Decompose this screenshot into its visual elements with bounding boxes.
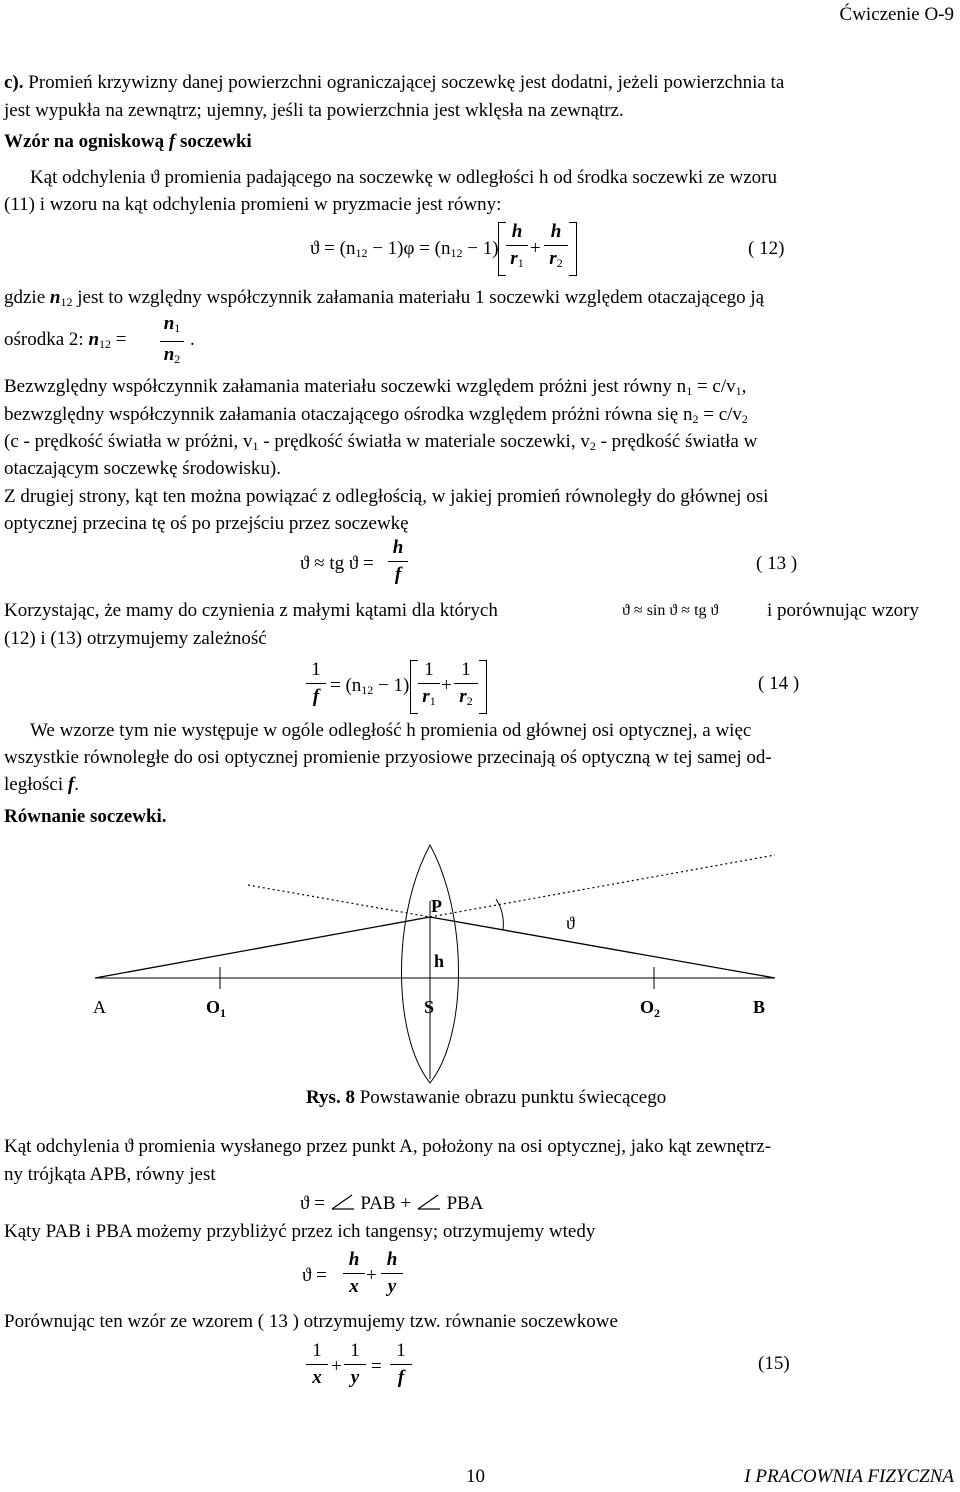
paragraph-osrodka bbox=[4, 329, 126, 352]
page-header: Ćwiczenie O-9 bbox=[839, 4, 954, 25]
equation-number-12: ( 12) bbox=[748, 238, 785, 259]
label-a: A bbox=[93, 997, 106, 1017]
eq15-plus: + bbox=[331, 1356, 342, 1377]
frac-den: f bbox=[312, 686, 320, 707]
paragraph-text: Promień krzywizny danej powierzchni ograniczającej soczewkę jest dodatni, jeżeli powierzchnia ta bbox=[23, 72, 785, 93]
equation-number-14: ( 14 ) bbox=[758, 673, 800, 694]
text: PAB + bbox=[360, 1193, 416, 1214]
heading-variable: f bbox=[168, 131, 176, 152]
eq14-frac1 bbox=[418, 658, 440, 713]
frac-den: x bbox=[312, 1367, 322, 1388]
eq12-plus: + bbox=[530, 238, 541, 259]
var-sub: 12 bbox=[60, 295, 73, 309]
paragraph-deflection-line1: Kąt odchylenia ϑ promienia padającego na soczewkę w odległości h od środka soczewki ze wzoru bbox=[30, 167, 777, 188]
sub: 2 bbox=[741, 412, 748, 426]
frac-den: y bbox=[350, 1367, 360, 1388]
text: , bbox=[741, 376, 747, 397]
incident-ray bbox=[95, 917, 430, 978]
bracket-left bbox=[498, 222, 506, 276]
period: . bbox=[190, 329, 195, 350]
frac-den-sub: 1 bbox=[429, 694, 436, 708]
paragraph-deviation-line1: Kąt odchylenia ϑ promienia wysłanego przez punkt A, położony na osi optycznej, jako kąt zewnętrz- bbox=[4, 1136, 772, 1157]
angle-icon bbox=[330, 1193, 356, 1211]
section-heading-lens-equation: Równanie soczewki. bbox=[4, 806, 167, 827]
caption-label: Rys. 8 bbox=[306, 1087, 355, 1108]
caption-text: Powstawanie obrazu punktu świecącego bbox=[354, 1087, 667, 1108]
bracket-left bbox=[410, 660, 418, 714]
heading-text: Wzór na ogniskową bbox=[4, 131, 169, 152]
eq15-frac3 bbox=[390, 1339, 412, 1390]
eq12-frac1 bbox=[506, 220, 528, 275]
text: Bezwzględny współczynnik załamania materiału soczewki względem próżni jest równy n bbox=[4, 376, 687, 397]
text: = c/v bbox=[692, 376, 736, 397]
eq13-lhs: ϑ ≈ tg ϑ = bbox=[300, 553, 374, 574]
frac-den: r bbox=[459, 686, 467, 707]
eq14-mid bbox=[330, 675, 409, 698]
paragraph-c bbox=[4, 72, 784, 94]
eq12-sub1: 12 bbox=[355, 246, 368, 260]
sub: 1 bbox=[686, 384, 693, 398]
paragraph-absolute-line2 bbox=[4, 404, 748, 427]
paragraph-absolute-line3 bbox=[4, 431, 757, 454]
frac-num: h bbox=[511, 221, 523, 242]
bracket-right bbox=[569, 222, 577, 276]
frac-num: 1 bbox=[461, 659, 471, 680]
frac-num: h bbox=[386, 1249, 398, 1270]
frac-den: r bbox=[549, 248, 557, 269]
text: ległości bbox=[4, 774, 68, 795]
text: . bbox=[74, 774, 79, 795]
lens-diagram bbox=[0, 835, 960, 1085]
label-theta: ϑ bbox=[566, 913, 575, 933]
frac-den: r bbox=[510, 248, 518, 269]
text: - prędkość światła w bbox=[595, 431, 758, 452]
extension-left bbox=[248, 885, 430, 917]
label-o2-text: O bbox=[640, 997, 655, 1017]
text: gdzie bbox=[4, 287, 50, 308]
figure-caption bbox=[306, 1087, 666, 1109]
frac-num: 1 bbox=[312, 1340, 322, 1361]
page-number: 10 bbox=[466, 1466, 485, 1487]
paragraph-conclusion-line1: We wzorze tym nie występuje w ogóle odległość h promienia od głównej osi optycznej, a więc bbox=[30, 720, 752, 741]
text: ϑ = bbox=[300, 1193, 330, 1214]
var-n: n bbox=[49, 287, 61, 308]
label-o1 bbox=[206, 997, 226, 1020]
sub: 1 bbox=[735, 384, 742, 398]
item-label: c). bbox=[4, 72, 24, 93]
frac-den: f bbox=[394, 564, 402, 585]
sub: 2 bbox=[692, 412, 699, 426]
frac-num: 1 bbox=[350, 1340, 360, 1361]
paragraph-conclusion-line3 bbox=[4, 774, 79, 796]
frac-den: y bbox=[387, 1276, 397, 1297]
paragraph-tangents: Kąty PAB i PBA możemy przybliżyć przez ich tangensy; otrzymujemy wtedy bbox=[4, 1221, 596, 1242]
paragraph-small-angles-line2: (12) i (13) otrzymujemy zależność bbox=[4, 628, 267, 649]
frac-den: n bbox=[163, 344, 175, 365]
label-s: S bbox=[424, 997, 435, 1017]
paragraph-conclusion-line2: wszystkie równoległe do osi optycznej promienie przyosiowe przecinają oś optyczną w tej samej od- bbox=[4, 747, 772, 768]
footer-title: I PRACOWNIA FIZYCZNA bbox=[744, 1466, 954, 1487]
angle-icon bbox=[416, 1193, 442, 1211]
sub: 12 bbox=[361, 683, 374, 697]
frac-num: 1 bbox=[396, 1340, 406, 1361]
eq-sum-frac2 bbox=[381, 1248, 403, 1299]
frac-den: r bbox=[422, 686, 430, 707]
paragraph-gdzie bbox=[4, 287, 764, 310]
text: − 1) bbox=[373, 675, 410, 696]
frac-num: 1 bbox=[424, 659, 434, 680]
paragraph-other-side-line1: Z drugiej strony, kąt ten można powiązać z odległością, w jakiej promień równoległy do głównej osi bbox=[4, 486, 769, 507]
text: = (n bbox=[330, 675, 362, 696]
eq12-text3: − 1) bbox=[462, 238, 499, 259]
text: bezwzględny współczynnik załamania otaczającego ośrodka względem próżni równa się n bbox=[4, 404, 693, 425]
eq14-frac2 bbox=[454, 658, 478, 713]
label-o2 bbox=[640, 997, 660, 1020]
var-sub: 12 bbox=[99, 337, 112, 351]
heading-text-end: soczewki bbox=[175, 131, 252, 152]
eq14-frac-lhs bbox=[306, 658, 326, 709]
text: ośrodka 2: bbox=[4, 329, 89, 350]
frac-den: x bbox=[349, 1276, 359, 1297]
frac-den-sub: 1 bbox=[517, 256, 524, 270]
paragraph-absolute-line1 bbox=[4, 376, 746, 399]
text: jest to względny współczynnik załamania materiału 1 soczewki względem otaczającego ją bbox=[72, 287, 765, 308]
eq14-plus: + bbox=[441, 675, 452, 696]
inline-approximation: ϑ ≈ sin ϑ ≈ tg ϑ bbox=[622, 602, 719, 619]
text: (c - prędkość światła w próżni, v bbox=[4, 431, 253, 452]
equation-angles bbox=[300, 1193, 484, 1215]
paragraph-small-angles-line1: Korzystając, że mamy do czynienia z małymi kątami dla których bbox=[4, 600, 498, 621]
label-p: P bbox=[431, 896, 442, 916]
paragraph-other-side-line2: optycznej przecina tę oś po przejściu przez soczewkę bbox=[4, 513, 409, 534]
equation-number-13: ( 13 ) bbox=[756, 553, 798, 574]
paragraph-c-line2: jest wypukła na zewnątrz; ujemny, jeśli ta powierzchnia jest wklęsła na zewnątrz. bbox=[4, 100, 624, 121]
eq12-text2: − 1)φ = (n bbox=[367, 238, 451, 259]
var-n12: n bbox=[88, 329, 100, 350]
eq15-equals: = bbox=[371, 1356, 382, 1377]
extension-right bbox=[430, 855, 775, 917]
label-b: B bbox=[753, 997, 766, 1017]
eq15-frac1 bbox=[306, 1339, 328, 1390]
paragraph-deflection-line2: (11) i wzoru na kąt odchylenia promieni w pryzmacie jest równy: bbox=[4, 194, 502, 215]
sub: 2 bbox=[589, 439, 596, 453]
equals: = bbox=[111, 329, 127, 350]
eq12-text1: ϑ = (n bbox=[310, 238, 356, 259]
frac-num-sub: 1 bbox=[174, 321, 181, 335]
paragraph-compare: Porównując ten wzór ze wzorem ( 13 ) otrzymujemy tzw. równanie soczewkowe bbox=[4, 1311, 618, 1332]
paragraph-deviation-line2: ny trójkąta APB, równy jest bbox=[4, 1164, 216, 1185]
frac-num: n bbox=[163, 313, 175, 334]
eq12-sub2: 12 bbox=[450, 246, 463, 260]
frac-den-sub: 2 bbox=[556, 256, 563, 270]
equation-number-15: (15) bbox=[758, 1353, 790, 1374]
eq12-lhs bbox=[310, 238, 499, 261]
eq-sum-lhs: ϑ = bbox=[302, 1265, 327, 1286]
paragraph-absolute-line4: otaczającym soczewkę środowisku). bbox=[4, 458, 281, 479]
text: - prędkość światła w materiale soczewki, v bbox=[258, 431, 590, 452]
eq-sum-plus: + bbox=[366, 1265, 377, 1286]
section-heading-focal bbox=[4, 131, 252, 153]
eq15-frac2 bbox=[344, 1339, 366, 1390]
text: PBA bbox=[446, 1193, 484, 1214]
frac-den: f bbox=[397, 1367, 405, 1388]
eq12-frac2 bbox=[544, 220, 568, 275]
bracket-right bbox=[479, 660, 487, 714]
label-o1-text: O bbox=[206, 997, 221, 1017]
eq13-frac bbox=[388, 536, 408, 587]
text: = c/v bbox=[698, 404, 742, 425]
sub: 1 bbox=[252, 439, 259, 453]
frac-den-sub: 2 bbox=[174, 352, 181, 366]
label-o1-sub: 1 bbox=[220, 1006, 227, 1020]
frac-num: h bbox=[550, 221, 562, 242]
frac-num: h bbox=[348, 1249, 360, 1270]
frac-den-sub: 2 bbox=[466, 694, 473, 708]
refracted-ray bbox=[430, 917, 775, 978]
ratio-fraction bbox=[160, 312, 184, 371]
frac-num: 1 bbox=[311, 659, 321, 680]
angle-arc bbox=[496, 899, 503, 930]
label-o2-sub: 2 bbox=[654, 1006, 661, 1020]
paragraph-small-angles-tail: i porównując wzory bbox=[767, 600, 919, 621]
var-f: f bbox=[67, 774, 75, 795]
label-h: h bbox=[434, 951, 445, 971]
eq-sum-frac1 bbox=[343, 1248, 365, 1299]
frac-num: h bbox=[392, 537, 404, 558]
